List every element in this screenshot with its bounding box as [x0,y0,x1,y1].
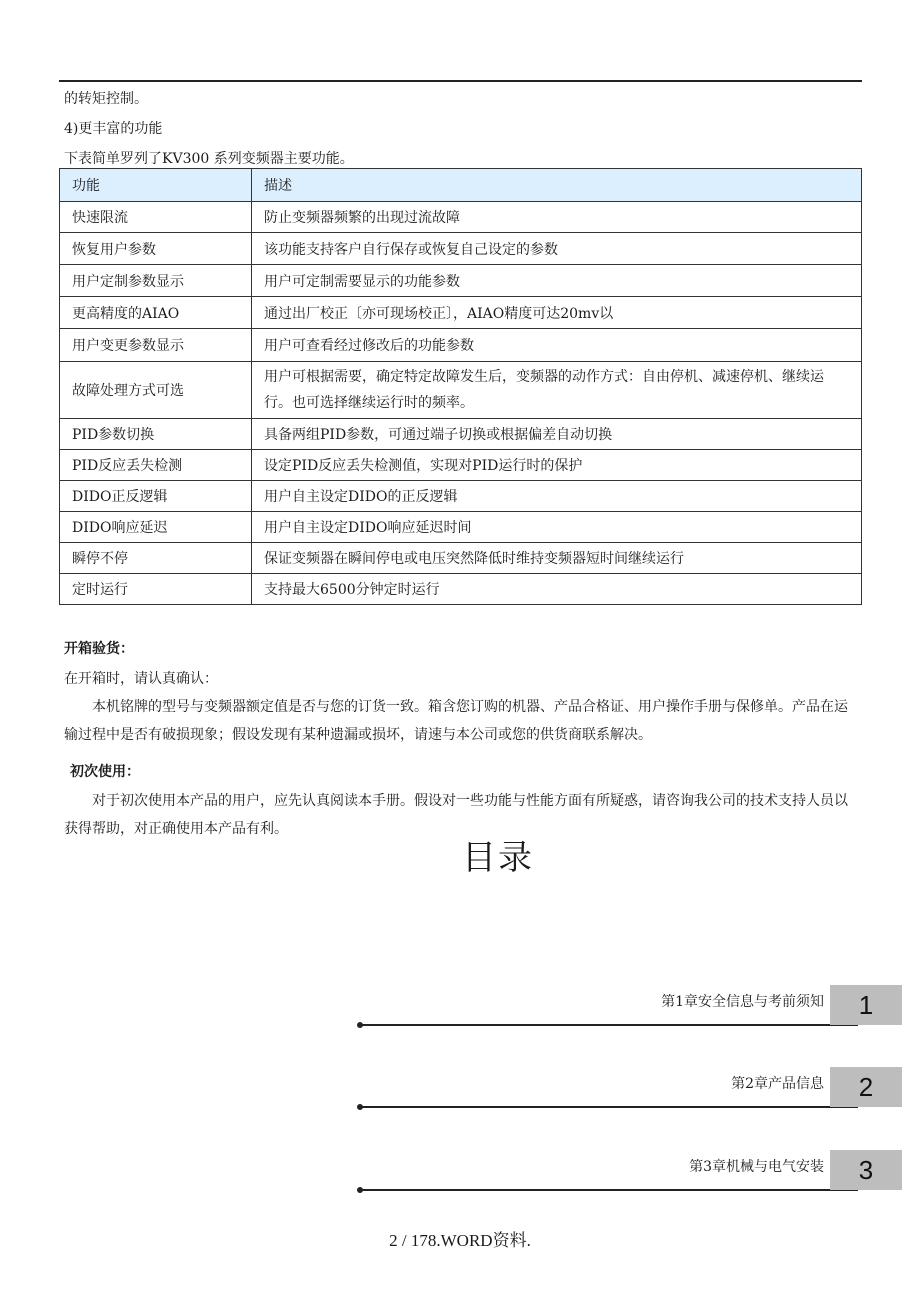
toc-chapter-number: 1 [830,985,902,1025]
description-cell: 保证变频器在瞬间停电或电压突然降低时维持变频器短时间继续运行 [252,543,862,574]
page-footer: 2 / 178.WORD资料. [389,1231,531,1250]
toc-item-label: 第1章安全信息与考前须知 [661,994,824,1010]
function-table [59,168,862,605]
function-cell: 故障处理方式可选 [60,362,252,419]
toc-item-chapter-2[interactable] [357,1067,902,1112]
table-row [60,543,862,574]
table-header-cell: 功能 [60,169,252,202]
header-rule [59,80,862,82]
toc-item-label: 第3章机械与电气安装 [689,1159,824,1175]
table-header-cell: 描述 [252,169,862,202]
intro-line-1: 的转矩控制。 [64,91,148,107]
toc-title: 目录 [462,838,534,878]
description-cell: 防止变频器频繁的出现过流故障 [252,202,862,233]
description-cell: 支持最大6500分钟定时运行 [252,574,862,605]
description-cell: 用户可查看经过修改后的功能参数 [252,329,862,362]
function-cell: 用户定制参数显示 [60,265,252,297]
table-row [60,362,862,419]
function-cell: DIDO正反逻辑 [60,481,252,512]
toc-bullet-dot [357,1187,363,1193]
description-cell: 该功能支持客户自行保存或恢复自己设定的参数 [252,233,862,265]
table-row [60,450,862,481]
toc-leader-line [360,1189,858,1191]
intro-line-3: 下表简单罗列了KV300 系列变频器主要功能。 [64,151,354,167]
first-use-paragraph: 对于初次使用本产品的用户，应先认真阅读本手册。假设对一些功能与性能方面有所疑惑，请咨询我公司的技术支持人员以获得帮助，对正确使用本产品有利。 [64,793,848,837]
table-row [60,297,862,329]
table-row [60,481,862,512]
toc-leader-line [360,1106,858,1108]
function-cell: 用户变更参数显示 [60,329,252,362]
description-cell: 用户可定制需要显示的功能参数 [252,265,862,297]
toc-bullet-dot [357,1104,363,1110]
unboxing-line: 在开箱时，请认真确认： [64,671,218,687]
function-cell: 定时运行 [60,574,252,605]
table-row [60,233,862,265]
unboxing-paragraph: 本机铭牌的型号与变频器额定值是否与您的订货一致。箱含您订购的机器、产品合格证、用户操作手册与保修单。产品在运输过程中是否有破损现象；假设发现有某种遗漏或损坏，请速与本公司或您的供货商联系解决。 [64,699,848,743]
toc-chapter-number: 2 [830,1067,902,1107]
description-cell: 用户自主设定DIDO的正反逻辑 [252,481,862,512]
toc-chapter-number: 3 [830,1150,902,1190]
first-use-heading: 初次使用： [70,764,140,780]
toc-item-chapter-3[interactable] [357,1150,902,1195]
function-cell: 更高精度的AIAO [60,297,252,329]
table-row [60,419,862,450]
description-cell: 用户可根据需要，确定特定故障发生后，变频器的动作方式：自由停机、减速停机、继续运行。也可选择继续运行时的频率。 [252,362,862,419]
function-cell: DIDO响应延迟 [60,512,252,543]
description-cell: 通过出厂校正〔亦可现场校正〕，AIAO精度可达20mv以 [252,297,862,329]
table-row [60,202,862,233]
toc-leader-line [360,1024,858,1026]
function-cell: 恢复用户参数 [60,233,252,265]
toc-item-chapter-1[interactable] [357,985,902,1030]
toc-item-label: 第2章产品信息 [731,1076,824,1092]
description-cell: 用户自主设定DIDO响应延迟时间 [252,512,862,543]
table-row [60,265,862,297]
table-row [60,329,862,362]
table-header-row [60,169,862,202]
function-cell: PID参数切换 [60,419,252,450]
description-cell: 设定PID反应丢失检测值，实现对PID运行时的保护 [252,450,862,481]
toc-bullet-dot [357,1022,363,1028]
table-row [60,574,862,605]
table-row [60,512,862,543]
description-cell: 具备两组PID参数，可通过端子切换或根据偏差自动切换 [252,419,862,450]
function-cell: 瞬停不停 [60,543,252,574]
function-cell: PID反应丢失检测 [60,450,252,481]
intro-line-2: 4)更丰富的功能 [64,121,163,137]
function-cell: 快速限流 [60,202,252,233]
unboxing-heading: 开箱验货： [64,641,134,657]
